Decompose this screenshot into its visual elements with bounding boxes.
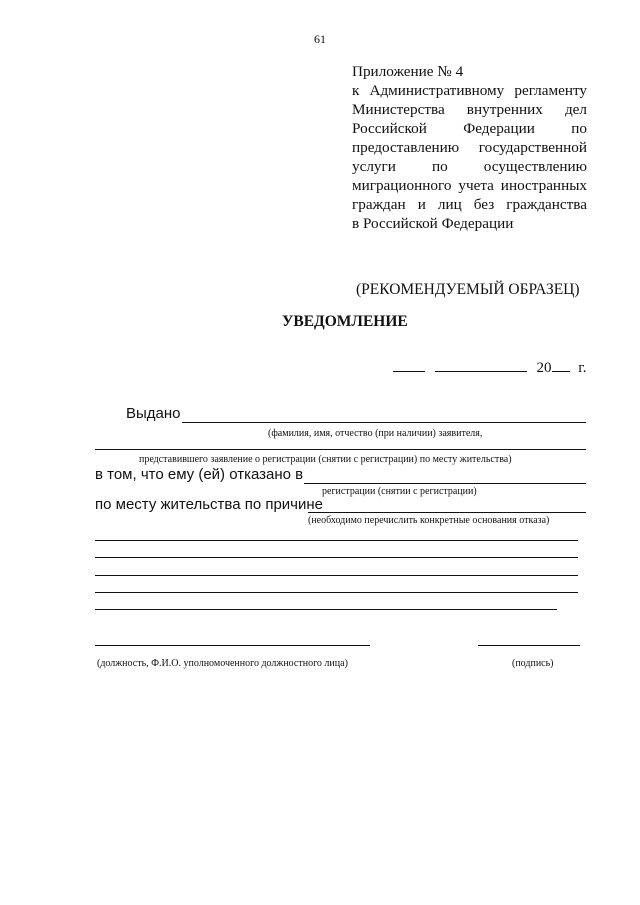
appendix-line: услуги по осуществлению: [352, 158, 587, 175]
date-month-field[interactable]: [435, 357, 527, 372]
reason-extra-line[interactable]: [95, 557, 578, 558]
reason-label: по месту жительства по причине: [95, 496, 323, 513]
appendix-line: к Административному регламенту: [352, 82, 587, 99]
date-year-prefix: 20: [536, 360, 552, 376]
document-title: УВЕДОМЛЕНИЕ: [282, 313, 408, 330]
page-number: 61: [314, 32, 326, 46]
date-year-suffix: г.: [578, 360, 587, 376]
applicant-name-line[interactable]: [182, 422, 586, 423]
appendix-line: Министерства внутренних дел: [352, 101, 587, 118]
issued-label: Выдано: [126, 405, 181, 422]
official-hint: (должность, Ф.И.О. уполномоченного должностного лица): [97, 658, 348, 669]
appendix-line: граждан и лиц без гражданства: [352, 196, 587, 213]
appendix-header: [352, 62, 587, 233]
signature-hint: (подпись): [512, 658, 554, 669]
appendix-line: Приложение № 4: [352, 63, 464, 80]
appendix-line: миграционного учета иностранных: [352, 177, 587, 194]
date-row: [393, 357, 586, 377]
date-year-field[interactable]: [552, 357, 570, 372]
appendix-line: Российской Федерации по: [352, 120, 587, 137]
reason-extra-line[interactable]: [95, 575, 578, 576]
refused-label: в том, что ему (ей) отказано в: [95, 466, 304, 483]
applicant-continued-line[interactable]: [95, 449, 586, 450]
reason-extra-line[interactable]: [95, 609, 557, 610]
appendix-line: предоставлению государственной: [352, 139, 587, 156]
official-line[interactable]: [95, 645, 370, 646]
signature-line[interactable]: [478, 645, 580, 646]
reason-extra-line[interactable]: [95, 592, 578, 593]
name-hint: (фамилия, имя, отчество (при наличии) заявителя,: [268, 428, 483, 439]
appendix-line: в Российской Федерации: [352, 215, 514, 232]
reason-extra-line[interactable]: [95, 540, 578, 541]
date-day-field[interactable]: [393, 357, 425, 372]
refusal-type-line[interactable]: [304, 483, 586, 484]
application-hint: представившего заявление о регистрации (снятии с регистрации) по месту жительства): [139, 454, 512, 465]
sample-label: (РЕКОМЕНДУЕМЫЙ ОБРАЗЕЦ): [356, 281, 580, 298]
registration-hint: регистрации (снятии с регистрации): [322, 486, 477, 497]
reason-hint: (необходимо перечислить конкретные основания отказа): [308, 515, 550, 526]
reason-line[interactable]: [308, 512, 586, 513]
